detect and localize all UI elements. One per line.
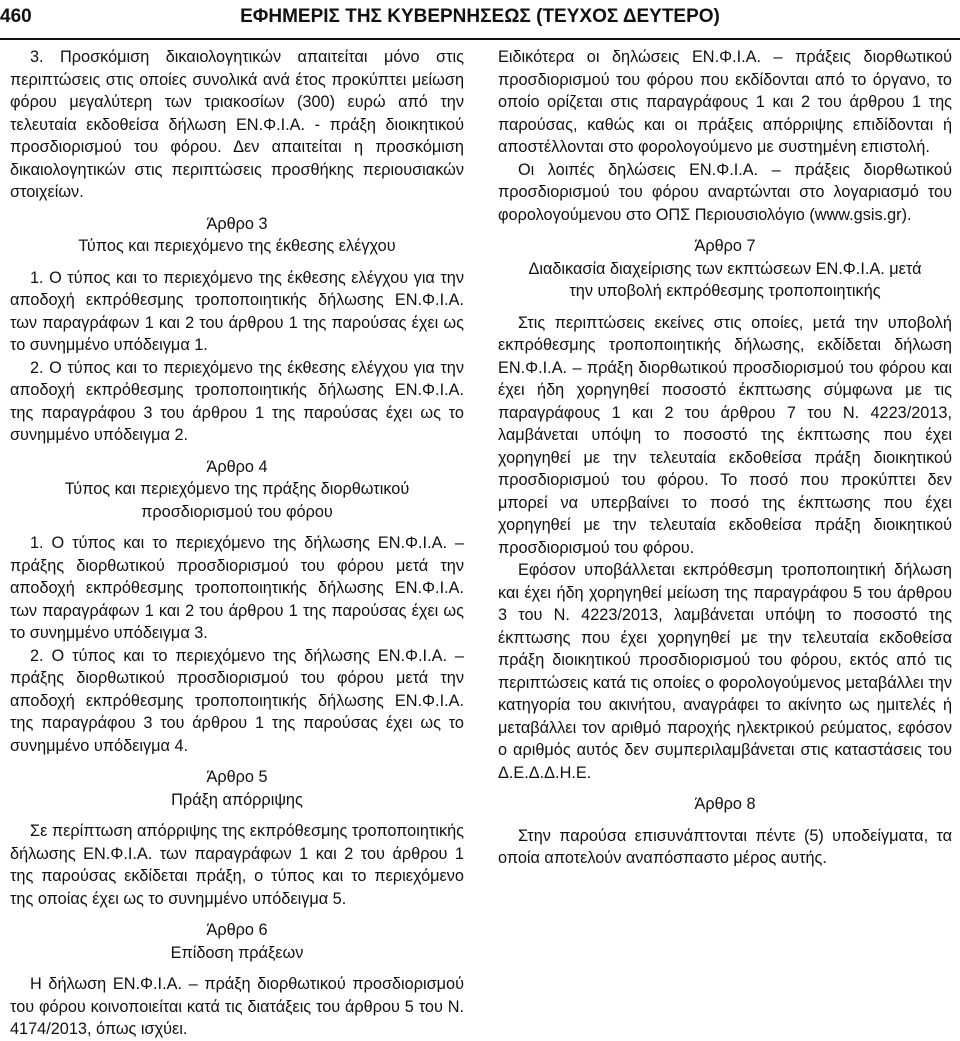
- right-column: [498, 46, 952, 870]
- article-3-paragraph-1: 1. Ο τύπος και το περιεχόμενο της έκθεσης ελέγχου για την αποδοχή εκπρόθεσμης τροποποιητικής δήλωσης ΕΝ.Φ.Ι.Α. των παραγράφων 1 και 2 του άρθρου 1 της παρούσας έχει ως το συνημμένο υπόδειγμα 1.: [10, 268, 464, 354]
- article-7-title-line-1: Διαδικασία διαχείρισης των εκπτώσεων ΕΝ.Φ.Ι.Α. μετά: [528, 259, 922, 278]
- article-3-number: Άρθρο 3: [206, 214, 268, 233]
- article-4-number: Άρθρο 4: [206, 457, 268, 476]
- journal-title: ΕΦΗΜΕΡΙΣ ΤΗΣ ΚΥΒΕΡΝΗΣΕΩΣ (ΤΕΥΧΟΣ ΔΕΥΤΕΡΟ): [240, 6, 720, 27]
- article-4-paragraph-2: 2. Ο τύπος και το περιεχόμενο της δήλωσης ΕΝ.Φ.Ι.Α. – πράξης διορθωτικού προσδιορισμού του φόρου μετά την αποδοχή εκπρόθεσμης τροποποιητικής δήλωσης ΕΝ.Φ.Ι.Α. της παραγράφου 3 του άρθρου 1 της παρούσας έχει ως το συνημμένο υπόδειγμα 4.: [10, 646, 464, 755]
- article-8-paragraph-1: Στην παρούσα επισυνάπτονται πέντε (5) υποδείγματα, τα οποία αποτελούν αναπόσπαστο μέρος αυτής.: [498, 826, 952, 867]
- article-4-title-line-1: Τύπος και περιεχόμενο της πράξης διορθωτικού: [64, 480, 410, 498]
- header-rule: [0, 38, 960, 40]
- article-5-title: Πράξη απόρριψης: [171, 790, 303, 809]
- article-4-paragraph-1: 1. Ο τύπος και το περιεχόμενο της δήλωσης ΕΝ.Φ.Ι.Α. – πράξης διορθωτικού προσδιορισμού του φόρου μετά την αποδοχή εκπρόθεσμης τροποποιητικής δήλωσης ΕΝ.Φ.Ι.Α. των παραγράφων 1 και 2 του άρθρου 1 της παρούσας έχει ως το συνημμένο υπόδειγμα 3.: [10, 534, 464, 642]
- article-7-paragraph-2: Εφόσον υποβάλλεται εκπρόθεσμη τροποποιητική δήλωση και έχει ήδη χορηγηθεί μείωση της παραγράφου 5 του άρθρου 3 του Ν. 4223/2013, λαμβάνεται υπόψη το ποσοστό της έκπτωσης που έχει χορηγηθεί με την τελευταία εκδοθείσα πράξη διοικητικού προσδιορισμού του φόρου, εκτός από τις περιπτώσεις κατά τις οποίες ο φορολογούμενος μεταβάλλει την κατηγορία του ακινήτου, αναγράφει το ακίνητο ως ημιτελές ή μεταβάλλει τον αριθμό παροχής ηλεκτρικού ρεύματος, εφόσον ο αριθμός αυτός δεν συμπεριλαμβάνεται στις καταστάσεις του Δ.Ε.Δ.Δ.Η.Ε.: [498, 561, 952, 782]
- article-8-number: Άρθρο 8: [694, 795, 756, 813]
- page-header: [0, 0, 960, 40]
- article-7-number: Άρθρο 7: [694, 237, 756, 255]
- article-3-title: Τύπος και περιεχόμενο της έκθεσης ελέγχου: [78, 237, 396, 255]
- page-number: 460: [0, 6, 32, 27]
- article-6-title: Επίδοση πράξεων: [170, 943, 304, 962]
- article-6-paragraph-1: Η δήλωση ΕΝ.Φ.Ι.Α. – πράξη διορθωτικού προσδιορισμού του φόρου κοινοποιείται κατά τις διατάξεις του άρθρου 5 του Ν. 4174/2013, όπως ισχύει.: [10, 975, 464, 1038]
- paragraph-doc-3: 3. Προσκόμιση δικαιολογητικών απαιτείται μόνο στις περιπτώσεις στις οποίες συνολικά ανά έτος προκύπτει μείωση φόρου μεγαλύτερη των τριακοσίων (300) ευρώ από την τελευταία εκδοθείσα δήλωση ΕΝ.Φ.Ι.Α. - πράξη διοικητικού προσδιορισμού του φόρου. Δεν απαιτείται η προσκόμιση δικαιολογητικών στις περιπτώσεις προσθήκης περιουσιακών στοιχείων.: [10, 48, 464, 201]
- continued-paragraph-2: Οι λοιπές δηλώσεις ΕΝ.Φ.Ι.Α. – πράξεις διορθωτικού προσδιορισμού του φόρου αναρτώνται στο λογαριασμό του φορολογούμενου στο ΟΠΣ Περιουσιολόγιο (www.gsis.gr).: [498, 160, 952, 224]
- article-7-title-line-2: την υποβολή εκπρόθεσμης τροποποιητικής: [569, 282, 881, 300]
- article-3-paragraph-2: 2. Ο τύπος και το περιεχόμενο της έκθεσης ελέγχου για την αποδοχή εκπρόθεσμης τροποποιητικής δήλωσης ΕΝ.Φ.Ι.Α. της παραγράφου 3 του άρθρου 1 της παρούσας έχει ως το συνημμένο υπόδειγμα 2.: [10, 358, 464, 444]
- article-4-title-line-2: προσδιορισμού του φόρου: [141, 502, 333, 521]
- article-5-number: Άρθρο 5: [206, 768, 268, 786]
- article-6-number: Άρθρο 6: [206, 921, 268, 939]
- article-5-paragraph-1: Σε περίπτωση απόρριψης της εκπρόθεσμης τροποποιητικής δήλωσης ΕΝ.Φ.Ι.Α. των παραγράφων 1 και 2 του άρθρου 1 της παρούσας εκδίδεται πράξη, ο τύπος και το περιεχόμενο της οποίας έχει ως το συνημμένο υπόδειγμα 5.: [10, 822, 464, 908]
- continued-paragraph-1: Ειδικότερα οι δηλώσεις ΕΝ.Φ.Ι.Α. – πράξεις διορθωτικού προσδιορισμού του φόρου που εκδίδονται από το όργανο, το οποίο ορίζεται στις παραγράφους 1 και 2 του άρθρου 1 της παρούσας, καθώς και οι πράξεις απόρριψης επιδίδονται ή αποστέλλονται στο φορολογούμενο με συστημένη επιστολή.: [498, 48, 952, 156]
- left-column: [10, 46, 464, 1041]
- article-7-paragraph-1: Στις περιπτώσεις εκείνες στις οποίες, μετά την υποβολή εκπρόθεσμης τροποποιητικής δήλωσης, εκδίδεται δήλωση ΕΝ.Φ.Ι.Α. – πράξη διορθωτικού προσδιορισμού του φόρου και έχει ήδη χορηγηθεί ποσοστό έκπτωσης σύμφωνα με τις παραγράφους 1 και 2 του άρθρου 7 του Ν. 4223/2013, λαμβάνεται υπόψη το ποσοστό της έκπτωσης που έχει χορηγηθεί με την τελευταία εκδοθείσα πράξη διοικητικού προσδιορισμού του φόρου. Το ποσό που προκύπτει δεν μπορεί να υπερβαίνει το ποσό της έκπτωσης που έχει χορηγηθεί με την τελευταία εκδοθείσα πράξη διοικητικού προσδιορισμού του φόρου.: [498, 313, 952, 557]
